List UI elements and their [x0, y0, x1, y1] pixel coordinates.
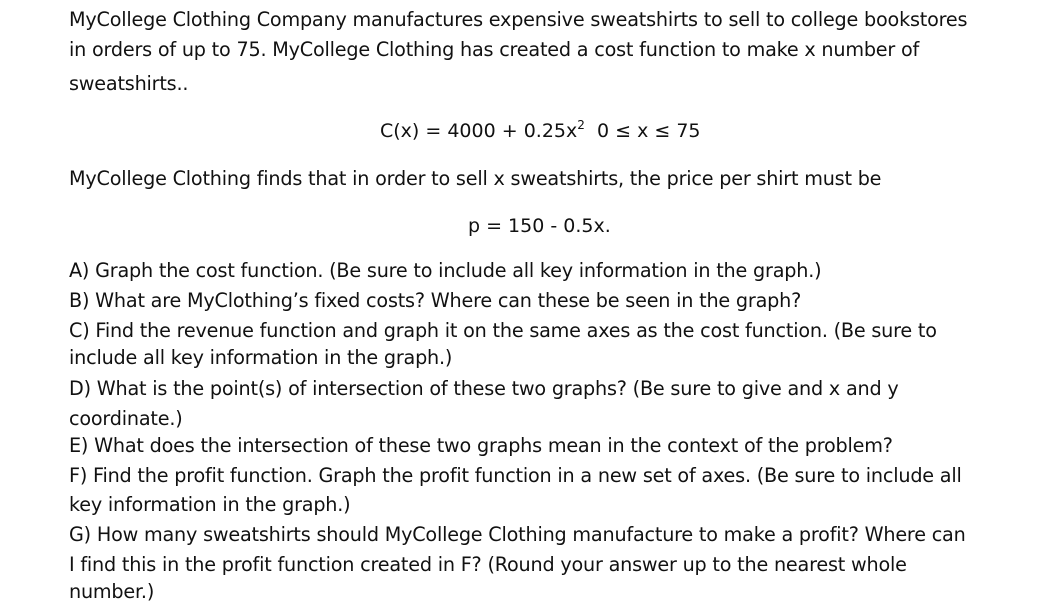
question-d-line-2: coordinate.) [69, 407, 183, 430]
question-a: A) Graph the cost function. (Be sure to include all key information in the graph.) [69, 259, 822, 282]
cost-equation-exponent: 2 [577, 117, 585, 132]
question-f-line-1: F) Find the profit function. Graph the profit function in a new set of axes. (Be sure to include all [69, 464, 962, 487]
question-c-line-2: include all key information in the graph.) [69, 346, 453, 369]
question-d-line-1: D) What is the point(s) of intersection of these two graphs? (Be sure to give and x and y [69, 377, 899, 400]
cost-equation-base: C(x) = 4000 + 0.25x [380, 120, 578, 142]
intro-line-1: MyCollege Clothing Company manufactures expensive sweatshirts to sell to college bookstores [69, 8, 968, 31]
question-e: E) What does the intersection of these two graphs mean in the context of the problem? [69, 434, 893, 457]
question-g-line-2: I find this in the profit function created in F? (Round your answer up to the nearest whole [69, 553, 907, 576]
intro-line-2: in orders of up to 75. MyCollege Clothing has created a cost function to make x number of [69, 38, 920, 61]
question-f-line-2: key information in the graph.) [69, 493, 351, 516]
price-intro: MyCollege Clothing finds that in order to sell x sweatshirts, the price per shirt must be [69, 167, 882, 190]
question-g-line-3: number.) [69, 580, 155, 603]
question-g-line-1: G) How many sweatshirts should MyCollege Clothing manufacture to make a profit? Where can [69, 523, 966, 546]
question-c-line-1: C) Find the revenue function and graph it on the same axes as the cost function. (Be sure to [69, 319, 937, 342]
intro-line-3: sweatshirts.. [69, 72, 189, 95]
question-b: B) What are MyClothing’s fixed costs? Where can these be seen in the graph? [69, 289, 802, 312]
cost-domain: 0 ≤ x ≤ 75 [597, 120, 701, 142]
price-equation: p = 150 - 0.5x. [468, 215, 611, 237]
cost-equation [380, 117, 585, 145]
